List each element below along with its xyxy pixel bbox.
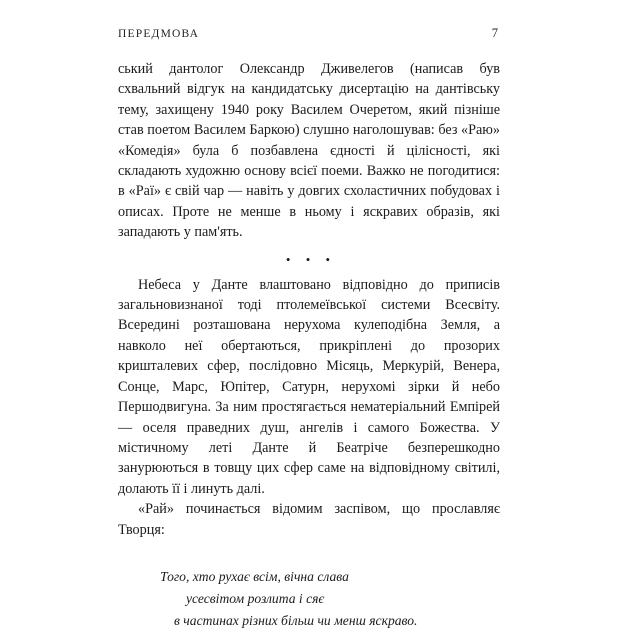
page-header	[118, 26, 498, 41]
paragraph-2: Небеса у Данте влаштовано відповідно до приписів загальновизнаної тоді птолемеївської системи Всесвіту. Всередині розташована нерухома кулеподібна Земля, а навколо неї обертаються, прикріплені до прозорих кришталевих сфер, послідовно Місяць, Меркурій, Венера, Сонце, Марс, Юпітер, Сатурн, нерухомі зірки й небо Першодвигуна. За ним простягається нематеріальний Емпірей — оселя праведних душ, ангелів і самого Божества. У містичному леті Данте й Беатріче безперешкодно занурюються в товщу цих сфер саме на відповідному світилі, долають її і линуть далі.	[118, 276, 500, 497]
verse-line: в частинах різних більш чи менш яскраво.	[174, 612, 418, 628]
running-title: ПЕРЕДМОВА	[118, 28, 200, 40]
verse-line: усесвітом розлита і сяє	[186, 590, 325, 606]
verse-line: Того, хто рухає всім, вічна слава	[160, 568, 349, 584]
verse-quote	[118, 566, 500, 632]
paragraph-3: «Рай» починається відомим заспівом, що прославляє Творця:	[118, 501, 500, 538]
section-divider: • • •	[285, 251, 337, 267]
page-number: 7	[491, 26, 498, 40]
paragraph-1: ський дантолог Олександр Дживелегов (написав був схвальний відгук на кандидатську дисертацію на дантівську тему, захищену 1940 року Василем Очеретом, який пізніше став поетом Василем Баркою) слушно наголошував: без «Раю» «Комедія» була б позбавлена єдності й цілісності, які складають художню основу всієї поеми. Важко не погодитися: в «Раї» є свій чар — навіть у довгих схоластичних побудовах і описах. Проте не менше в ньому і яскравих образів, які западають у пам'ять.	[118, 61, 500, 241]
text-block	[118, 59, 500, 632]
